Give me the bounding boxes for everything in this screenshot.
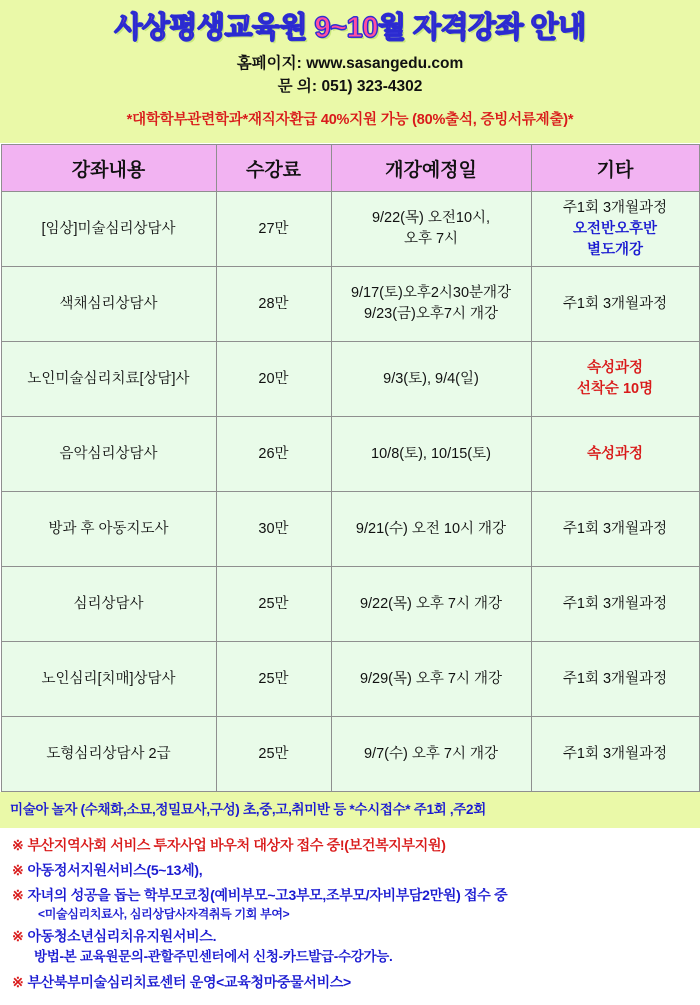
- course-date-cell: [331, 567, 531, 642]
- course-name-cell: [임상]미술심리상담사: [1, 192, 216, 267]
- bottom-note: [12, 835, 688, 856]
- course-etc-line: 주1회 3개월과정: [562, 745, 668, 762]
- course-fee-cell: 25만: [216, 642, 331, 717]
- table-row: [1, 417, 699, 492]
- table-row: [1, 342, 699, 417]
- table-row: [1, 567, 699, 642]
- course-fee-cell: 30만: [216, 492, 331, 567]
- page-title: 사상평생교육원 9~10월 자격강좌 안내: [114, 12, 586, 44]
- phone-row: [0, 76, 700, 98]
- bottom-note-text: 아동정서지원서비스(5~13세),: [27, 861, 203, 878]
- course-date-cell: [331, 717, 531, 792]
- course-etc-line: 별도개강: [586, 241, 644, 258]
- course-fee-cell: 26만: [216, 417, 331, 492]
- table-body: [1, 192, 699, 792]
- column-header-etc: 기타: [531, 145, 699, 192]
- course-etc-line: 오전반오후반: [572, 220, 658, 237]
- course-date-line: 9/17(토)오후2시30분개강: [350, 285, 512, 302]
- course-etc-cell: [531, 642, 699, 717]
- bullet-star-icon: ※: [12, 836, 24, 853]
- bullet-star-icon: ※: [12, 973, 24, 990]
- homepage-label: 홈페이지:: [236, 55, 302, 73]
- header: [0, 0, 700, 144]
- bullet-star-icon: ※: [12, 928, 24, 945]
- course-fee-cell: 28만: [216, 267, 331, 342]
- course-etc-line: 주1회 3개월과정: [562, 520, 668, 537]
- table-row: [1, 492, 699, 567]
- homepage-value: www.sasangedu.com: [306, 55, 464, 73]
- course-name-cell: 노인미술심리치료[상담]사: [1, 342, 216, 417]
- course-date-line: 9/22(목) 오후 7시 개강: [359, 595, 503, 612]
- course-date-cell: [331, 342, 531, 417]
- bottom-note-text: 부산북부미술심리치료센터 운영<교육청마중물서비스>: [27, 973, 351, 990]
- course-name-cell: 음악심리상담사: [1, 417, 216, 492]
- promo-text: *대학학부관련학과*재직자환급 40%지원 가능 (80%출석, 증빙서류제출)*: [126, 112, 574, 129]
- course-name-cell: 도형심리상담사 2급: [1, 717, 216, 792]
- course-fee-cell: 27만: [216, 192, 331, 267]
- course-etc-line: 주1회 3개월과정: [562, 199, 668, 216]
- course-etc-cell: [531, 717, 699, 792]
- table-row: [1, 192, 699, 267]
- course-etc-line: 선착순 10명: [576, 381, 654, 398]
- course-etc-cell: [531, 492, 699, 567]
- course-etc-line: 속성과정: [586, 445, 644, 462]
- course-date-cell: [331, 492, 531, 567]
- course-date-cell: [331, 192, 531, 267]
- course-date-cell: [331, 267, 531, 342]
- bullet-star-icon: ※: [12, 861, 24, 878]
- course-etc-cell: [531, 567, 699, 642]
- bottom-note: [12, 972, 688, 993]
- course-fee-cell: 25만: [216, 717, 331, 792]
- course-etc-cell: [531, 342, 699, 417]
- course-date-line: 오후 7시: [403, 231, 459, 248]
- bottom-note-text: 아동청소년심리치유지원서비스.: [27, 928, 217, 945]
- bottom-note-text: 자녀의 성공을 돕는 학부모코칭(예비부모~고3부모,조부모/자비부담2만원) 접수 중: [27, 886, 508, 903]
- course-date-line: 9/23(금)오후7시 개강: [363, 306, 498, 323]
- note-line-1: 미술아 놀자 (수채화,소묘,정밀묘사,구성) 초,중,고,취미반 등 *수시접수* 주1회 ,주2회: [10, 802, 486, 818]
- course-fee-cell: 25만: [216, 567, 331, 642]
- course-etc-cell: [531, 267, 699, 342]
- course-etc-cell: [531, 417, 699, 492]
- course-table: [1, 144, 700, 792]
- course-name-cell: 노인심리[치매]상담사: [1, 642, 216, 717]
- extra-notes: [0, 792, 700, 827]
- phone-label: 문 의:: [277, 77, 318, 95]
- bottom-note-subtext-2: 방법-본 교육원문의-관할주민센터에서 신청-카드발급-수강가능.: [34, 949, 393, 965]
- bottom-note: [12, 860, 688, 881]
- column-header-fee: 수강료: [216, 145, 331, 192]
- bottom-notes: [0, 828, 700, 1005]
- course-date-line: 9/7(수) 오후 7시 개강: [363, 745, 498, 762]
- table-header: [1, 145, 699, 192]
- column-header-date: 개강예정일: [331, 145, 531, 192]
- table-row: [1, 642, 699, 717]
- bottom-note-subtext: <미술심리치료사, 심리상담사자격취득 기회 부여>: [38, 906, 290, 921]
- course-etc-line: 속성과정: [586, 360, 644, 377]
- column-header-name: 강좌내용: [1, 145, 216, 192]
- course-etc-cell: [531, 192, 699, 267]
- course-date-line: 10/8(토), 10/15(토): [371, 445, 491, 462]
- course-etc-line: 주1회 3개월과정: [562, 670, 668, 687]
- bottom-note: [12, 926, 688, 967]
- course-date-cell: [331, 417, 531, 492]
- course-date-cell: [331, 642, 531, 717]
- course-fee-cell: 20만: [216, 342, 331, 417]
- bottom-note: [12, 885, 688, 923]
- homepage-row: [0, 53, 700, 75]
- course-etc-line: 주1회 3개월과정: [562, 295, 668, 312]
- course-date-line: 9/22(목) 오전10시,: [371, 210, 491, 227]
- table-row: [1, 267, 699, 342]
- course-name-cell: 심리상담사: [1, 567, 216, 642]
- course-date-line: 9/21(수) 오전 10시 개강: [355, 520, 507, 537]
- course-etc-line: 주1회 3개월과정: [562, 595, 668, 612]
- phone-value: 051) 323-4302: [321, 77, 423, 95]
- bottom-note-text: 부산지역사회 서비스 투자사업 바우처 대상자 접수 중!(보건복지부지원): [27, 836, 446, 853]
- course-date-line: 9/3(토), 9/4(일): [383, 370, 479, 387]
- course-name-cell: 방과 후 아동지도사: [1, 492, 216, 567]
- table-row: [1, 717, 699, 792]
- course-date-line: 9/29(목) 오후 7시 개강: [359, 670, 503, 687]
- table-header-row: [1, 145, 699, 192]
- course-name-cell: 색채심리상담사: [1, 267, 216, 342]
- bullet-star-icon: ※: [12, 886, 24, 903]
